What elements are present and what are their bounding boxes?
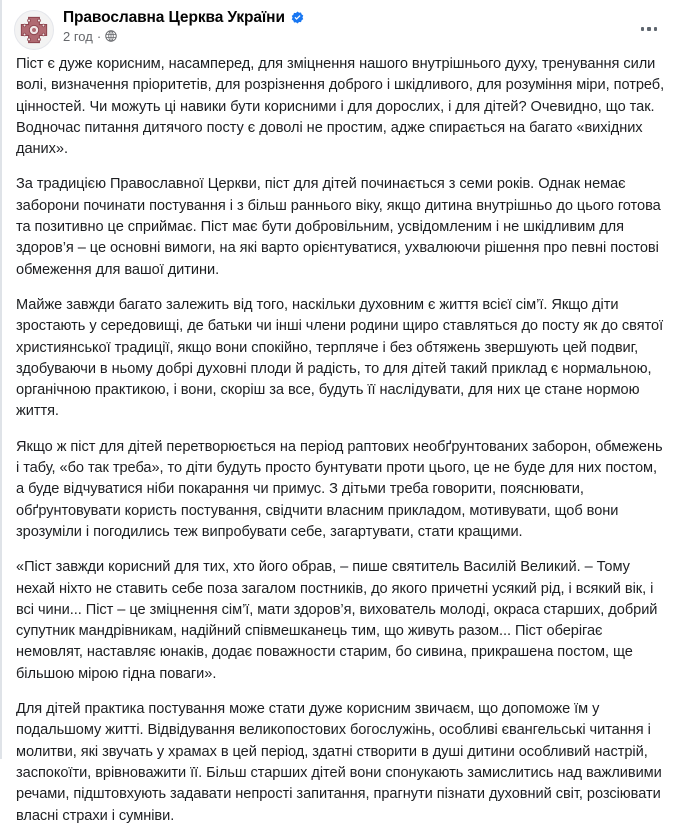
post-header — [2, 0, 683, 48]
verified-badge-icon — [291, 11, 304, 24]
post-paragraph: Якщо ж піст для дітей перетворюється на період раптових необґрунтованих заборон, обмежень і табу, «бо так треба», то діти будуть просто бунтувати проти цього, це не буде для них постом, а буде відчуватися ніби покарання чи примус. З дітьми треба говорити, пояснювати, обґрунтовувати користь постування, свідчити власним прикладом, мотивувати, щоб вони зрозуміли і погодились теж випробувати себе, загартувати, стати кращими. — [16, 438, 663, 540]
timestamp[interactable]: 2 год — [63, 28, 93, 44]
menu-dot — [647, 27, 651, 31]
globe-public-icon[interactable] — [105, 30, 117, 42]
post-paragraph: За традицією Православної Церкви, піст для дітей починається з семи років. Однак немає заборони починати постування і з більш раннього віку, якщо дитина внутрішньо до цього готова та позитивно це сприймає. Піст має бути добровільним, усвідомленим і не шкідливим для здоров’я – це основні вимоги, на які варто орієнтуватися, ухвалюючи рішення про певні постові обмеження для вашої дитини. — [16, 176, 661, 278]
meta-separator: · — [96, 28, 102, 44]
post-paragraph: Піст є дуже корисним, насамперед, для зміцнення нашого внутрішнього духу, тренування сили волі, визначення пріоритетів, для розрізнення доброго і шкідливого, для розуміння міри, потреб, цінностей. Чи можуть ці навики бути корисними і для дорослих, і для дітей? Очевидно, що так. Водночас питання дитячого посту є доволі не простим, адже спирається на багато «вихідних даних». — [16, 56, 665, 158]
post-paragraph: Для дітей практика постування може стати дуже корисним звичаєм, що допоможе їм у подальшому житті. Відвідування великопостових богослужінь, особливі євангельські читання і молитви, які звучать у храмах в цей період, здатні створити в душі дитини особливий настрій, заспокоїти, врівноважити її. Більш старших дітей вони спонукають замислитись над важливими речами, підштовхують задавати непрості запитання, прагнути пізнати духовний світ, розсіювати власні страхи і сумніви. — [16, 701, 662, 824]
post-paragraph: «Піст завжди корисний для тих, хто його обрав, – пише святитель Василій Великий. – Тому нехай ніхто не ставить себе поза загалом постників, до якого причетні усякий рід, і всякий вік, і всі чини... Піст – це зміцнення сім’ї, мати здоров’я, вихователь молоді, окраса старших, добрий супутник мандрівникам, надійний співмешканець тим, що живуть разом... Піст оберігає немовлят, наставляє юнаків, додає поважности старим, бо сивина, прикрашена постом, ще більшою мірою гідна поваги». — [16, 559, 658, 682]
post-body — [2, 48, 683, 827]
orthodox-cross-emblem-icon — [16, 12, 52, 48]
author-row — [63, 10, 304, 26]
page-name[interactable]: Православна Церква України — [63, 9, 285, 26]
post-meta — [63, 30, 304, 43]
menu-dot — [654, 27, 658, 31]
header-texts — [63, 9, 304, 43]
avatar[interactable] — [14, 10, 54, 50]
menu-dot — [641, 27, 645, 31]
more-options-icon[interactable] — [631, 11, 667, 47]
post-paragraph: Майже завжди багато залежить від того, наскільки духовним є життя всієї сім’ї. Якщо діти зростають у середовищі, де батьки чи інші члени родини щиро ставляться до посту як до святої християнської традиції, якщо вони спокійно, терпляче і без обтяжень звершують цей подвиг, здобуваючи в ньому добрі духовні плоди й радість, то для дітей такий приклад є нормальною, органічною практикою, і вони, скоріш за все, будуть її наслідувати, для них це стане нормою життя. — [16, 296, 664, 420]
